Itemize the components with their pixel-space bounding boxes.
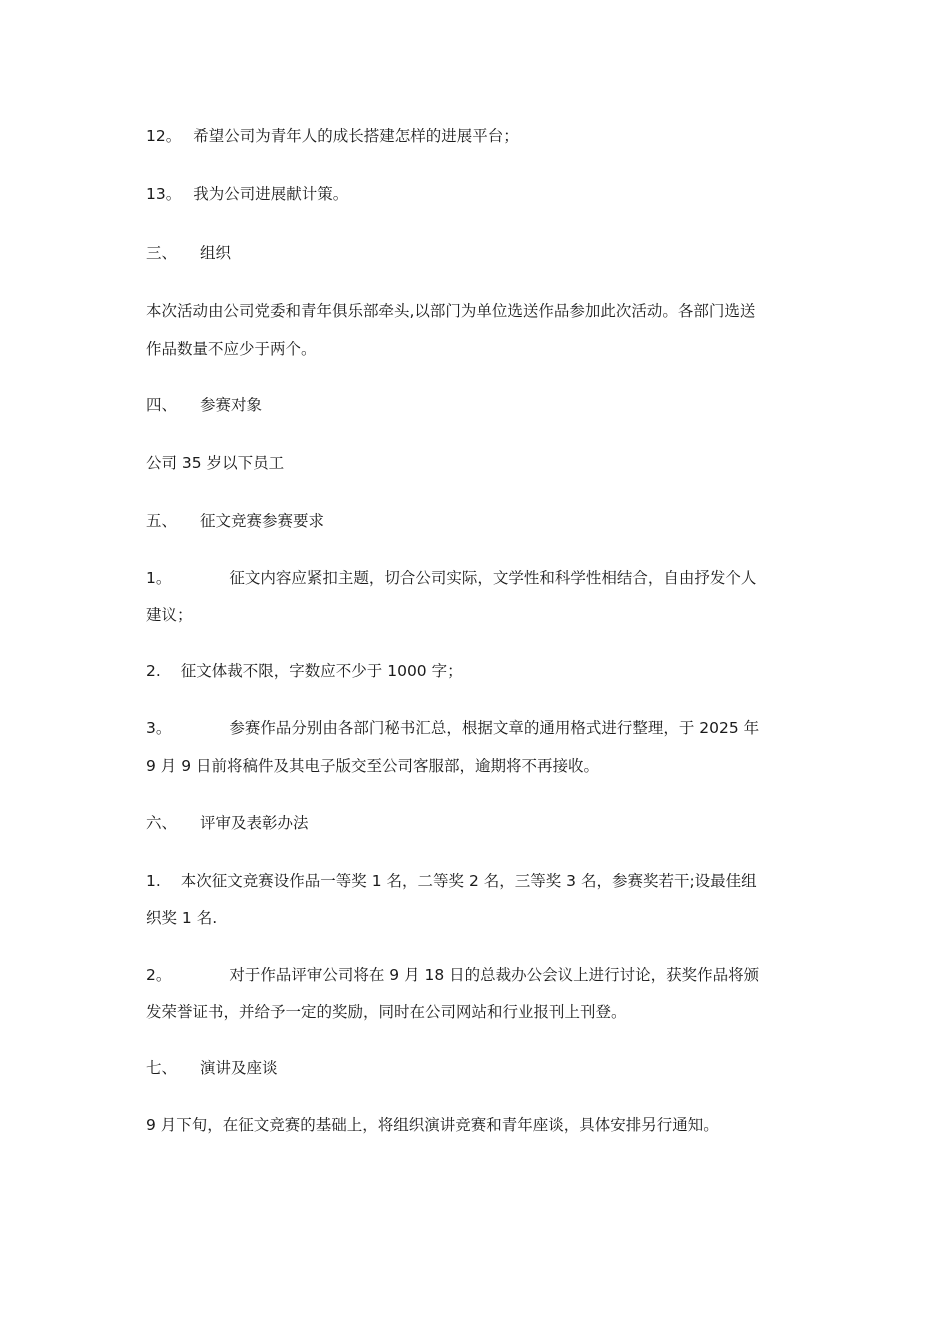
paragraph-line: 发荣誉证书，并给予一定的奖励，同时在公司网站和行业报刊上刊登。 [146,1003,627,1021]
paragraph-line: 9 月下旬，在征文竞赛的基础上，将组织演讲竞赛和青年座谈，具体安排另行通知。 [146,1116,719,1134]
item-number: 1。 [146,569,172,587]
list-item [146,965,814,985]
item-text: 希望公司为青年人的成长搭建怎样的进展平台； [193,127,519,145]
item-text: 本次征文竞赛设作品一等奖 1 名，二等奖 2 名，三等奖 3 名，参赛奖若干;设最佳组 [180,872,757,890]
list-item-12 [146,126,814,146]
section-title: 组织 [200,244,232,262]
item-number: 3。 [146,719,172,737]
item-number: 1. [146,872,161,890]
item-number: 2。 [146,966,172,984]
list-item [146,568,814,588]
section-number: 五、 [146,512,178,530]
section-heading-4 [146,395,814,415]
item-number: 12。 [146,127,182,145]
section-number: 四、 [146,396,178,414]
item-text: 征文体裁不限，字数应不少于 1000 字； [180,662,463,680]
section-heading-6 [146,813,814,833]
list-item [146,718,814,738]
section-number: 七、 [146,1059,178,1077]
list-item [146,661,814,681]
item-number: 13。 [146,185,182,203]
paragraph-line: 作品数量不应少于两个。 [146,340,317,358]
section-title: 演讲及座谈 [200,1059,278,1077]
item-text: 参赛作品分别由各部门秘书汇总，根据文章的通用格式进行整理，于 2025 年 [229,719,760,737]
section-title: 征文竞赛参赛要求 [200,512,325,530]
item-text: 征文内容应紧扣主题，切合公司实际，文学性和科学性相结合，自由抒发个人 [229,569,757,587]
paragraph-line: 建议； [146,606,193,624]
section-number: 三、 [146,244,178,262]
item-text: 对于作品评审公司将在 9 月 18 日的总裁办公会议上进行讨论，获奖作品将颁 [229,966,760,984]
section-heading-7 [146,1058,814,1078]
paragraph-line: 织奖 1 名. [146,909,218,927]
item-text: 我为公司进展献计策。 [193,185,349,203]
list-item-13 [146,184,814,204]
paragraph-line: 9 月 9 日前将稿件及其电子版交至公司客服部，逾期将不再接收。 [146,757,600,775]
list-item [146,871,814,891]
section-title: 评审及表彰办法 [200,814,309,832]
section-title: 参赛对象 [200,396,263,414]
paragraph-line: 公司 35 岁以下员工 [146,454,285,472]
item-number: 2. [146,662,161,680]
section-heading-5 [146,511,814,531]
paragraph-line: 本次活动由公司党委和青年俱乐部牵头,以部门为单位选送作品参加此次活动。各部门选送 [146,302,756,320]
section-heading-3 [146,243,814,263]
section-number: 六、 [146,814,178,832]
